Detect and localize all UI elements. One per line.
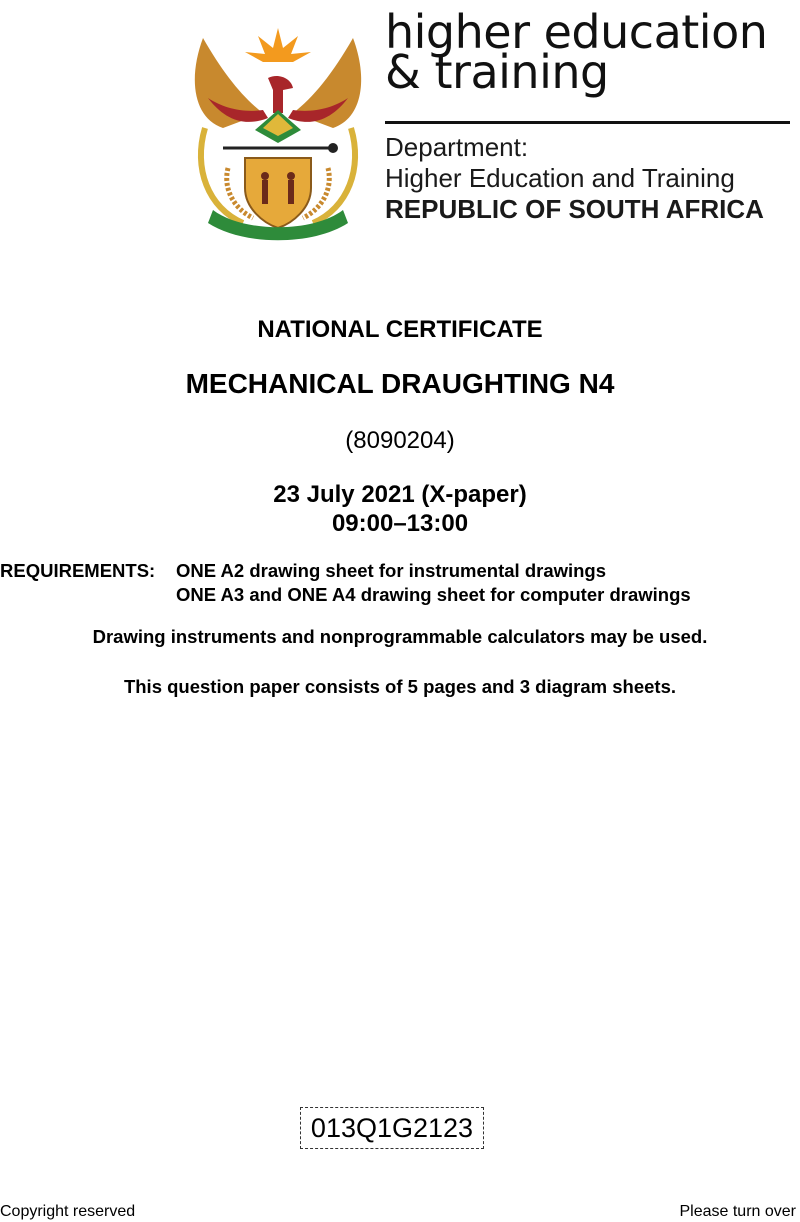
brand-line-1: higher education: [385, 5, 768, 59]
brand-line-2: & training: [385, 45, 609, 99]
paper-code: 013Q1G2123: [310, 1112, 474, 1143]
brand-divider: [385, 121, 790, 124]
footer-copyright: Copyright reserved: [0, 1203, 136, 1220]
certificate-title: NATIONAL CERTIFICATE: [257, 316, 543, 343]
pages-note: This question paper consists of 5 pages and 3 diagram sheets.: [123, 676, 677, 697]
paper-code-box: [300, 1107, 484, 1149]
coat-of-arms-logo: [183, 18, 373, 246]
department-text: [385, 132, 764, 225]
department-branding: [385, 5, 795, 224]
country-name: REPUBLIC OF SOUTH AFRICA: [385, 194, 764, 224]
requirement-item: ONE A2 drawing sheet for instrumental drawings: [176, 560, 607, 581]
coat-of-arms-icon: [183, 18, 373, 246]
subject-code: (8090204): [345, 427, 455, 454]
requirements-label: REQUIREMENTS:: [0, 560, 156, 581]
department-name: Higher Education and Training: [385, 163, 735, 193]
exam-time: 09:00–13:00: [331, 510, 469, 537]
department-label: Department:: [385, 132, 529, 162]
footer-turn-over: Please turn over: [679, 1203, 796, 1220]
subject-title: MECHANICAL DRAUGHTING N4: [185, 368, 615, 399]
exam-date: 23 July 2021 (X-paper): [273, 481, 527, 508]
instruments-note: Drawing instruments and nonprogrammable calculators may be used.: [92, 626, 708, 647]
exam-date-time: [0, 480, 800, 538]
requirement-item: ONE A3 and ONE A4 drawing sheet for computer drawings: [176, 584, 691, 605]
